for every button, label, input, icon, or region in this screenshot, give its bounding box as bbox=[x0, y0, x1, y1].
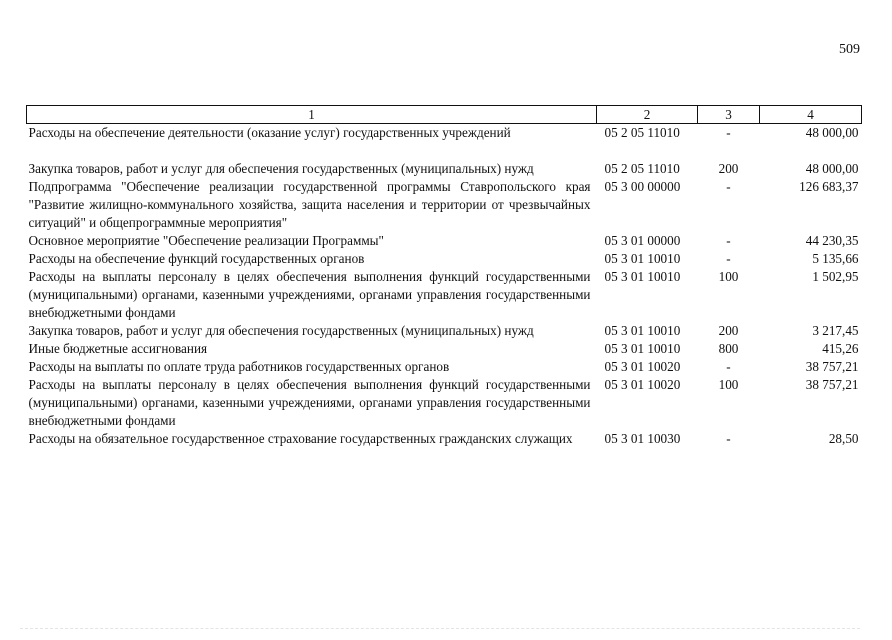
row-type: 800 bbox=[718, 341, 739, 356]
row-name: Расходы на выплаты по оплате труда работников государственных органов bbox=[28, 359, 450, 374]
row-code: 05 2 05 11010 bbox=[604, 125, 680, 140]
row-name: Закупка товаров, работ и услуг для обеспечения государственных (муниципальных) нужд bbox=[28, 323, 534, 338]
row-sum: 5 135,66 bbox=[812, 251, 859, 266]
row-code: 05 3 01 10010 bbox=[604, 341, 681, 356]
row-name: Расходы на обеспечение деятельности (оказание услуг) государственных учреждений bbox=[28, 125, 511, 140]
table-row bbox=[27, 268, 862, 322]
row-name: Подпрограмма "Обеспечение реализации государственной программы Ставропольского края "Развитие жилищно-коммунального хозяйства, защита населения и территории от чрезвычайных ситуаций" и общепрограммные мероприятия" bbox=[28, 179, 591, 230]
row-type: - bbox=[726, 233, 731, 248]
row-sum: 28,50 bbox=[828, 431, 859, 446]
row-sum: 126 683,37 bbox=[799, 179, 859, 194]
row-type: 100 bbox=[718, 269, 739, 284]
row-type: - bbox=[726, 251, 731, 266]
table-row bbox=[27, 124, 862, 143]
row-sum: 38 757,21 bbox=[805, 359, 859, 374]
table-row bbox=[27, 250, 862, 268]
row-sum: 48 000,00 bbox=[805, 125, 859, 140]
table-row bbox=[27, 322, 862, 340]
table-row bbox=[27, 358, 862, 376]
scan-artifact-line bbox=[20, 628, 860, 630]
row-type: - bbox=[726, 359, 731, 374]
table-row bbox=[27, 160, 862, 178]
column-header-3: 3 bbox=[698, 106, 760, 124]
row-sum: 48 000,00 bbox=[805, 161, 859, 176]
row-type: - bbox=[726, 125, 731, 140]
row-name: Иные бюджетные ассигнования bbox=[28, 341, 208, 356]
row-sum: 1 502,95 bbox=[812, 269, 859, 284]
row-code: 05 2 05 11010 bbox=[604, 161, 680, 176]
row-sum: 44 230,35 bbox=[805, 233, 859, 248]
header-row bbox=[27, 106, 862, 124]
row-type: - bbox=[726, 179, 731, 194]
table-row bbox=[27, 376, 862, 430]
row-name: Расходы на обязательное государственное страхование государственных гражданских служащих bbox=[28, 431, 573, 446]
row-name: Расходы на выплаты персоналу в целях обеспечения выполнения функций государственными (муниципальными) органами, казенными учреждениями, органами управления государственными внебюджетными фондами bbox=[28, 377, 591, 428]
budget-table bbox=[26, 105, 862, 448]
row-code: 05 3 01 10020 bbox=[604, 377, 681, 392]
row-type: 100 bbox=[718, 377, 739, 392]
page-number: 509 bbox=[839, 42, 860, 57]
row-name: Закупка товаров, работ и услуг для обеспечения государственных (муниципальных) нужд bbox=[28, 161, 534, 176]
row-sum: 38 757,21 bbox=[805, 377, 859, 392]
row-name: Расходы на обеспечение функций государственных органов bbox=[28, 251, 365, 266]
table-row bbox=[27, 178, 862, 232]
column-header-4: 4 bbox=[760, 106, 862, 124]
column-header-1: 1 bbox=[27, 106, 597, 124]
row-code: 05 3 01 10030 bbox=[604, 431, 681, 446]
row-type: 200 bbox=[718, 323, 739, 338]
row-code: 05 3 01 00000 bbox=[604, 233, 681, 248]
row-sum: 415,26 bbox=[822, 341, 859, 356]
row-code: 05 3 01 10010 bbox=[604, 323, 681, 338]
row-name: Основное мероприятие "Обеспечение реализации Программы" bbox=[28, 233, 384, 248]
row-type: 200 bbox=[718, 161, 739, 176]
table-row bbox=[27, 430, 862, 448]
row-type: - bbox=[726, 431, 731, 446]
row-spacer bbox=[27, 142, 862, 160]
row-code: 05 3 00 00000 bbox=[604, 179, 681, 194]
row-code: 05 3 01 10020 bbox=[604, 359, 681, 374]
row-code: 05 3 01 10010 bbox=[604, 251, 681, 266]
row-name: Расходы на выплаты персоналу в целях обеспечения выполнения функций государственными (муниципальными) органами, казенными учреждениями, органами управления государственными внебюджетными фондами bbox=[28, 269, 591, 320]
table-row bbox=[27, 340, 862, 358]
table-row bbox=[27, 232, 862, 250]
column-header-2: 2 bbox=[597, 106, 698, 124]
row-code: 05 3 01 10010 bbox=[604, 269, 681, 284]
row-sum: 3 217,45 bbox=[812, 323, 859, 338]
